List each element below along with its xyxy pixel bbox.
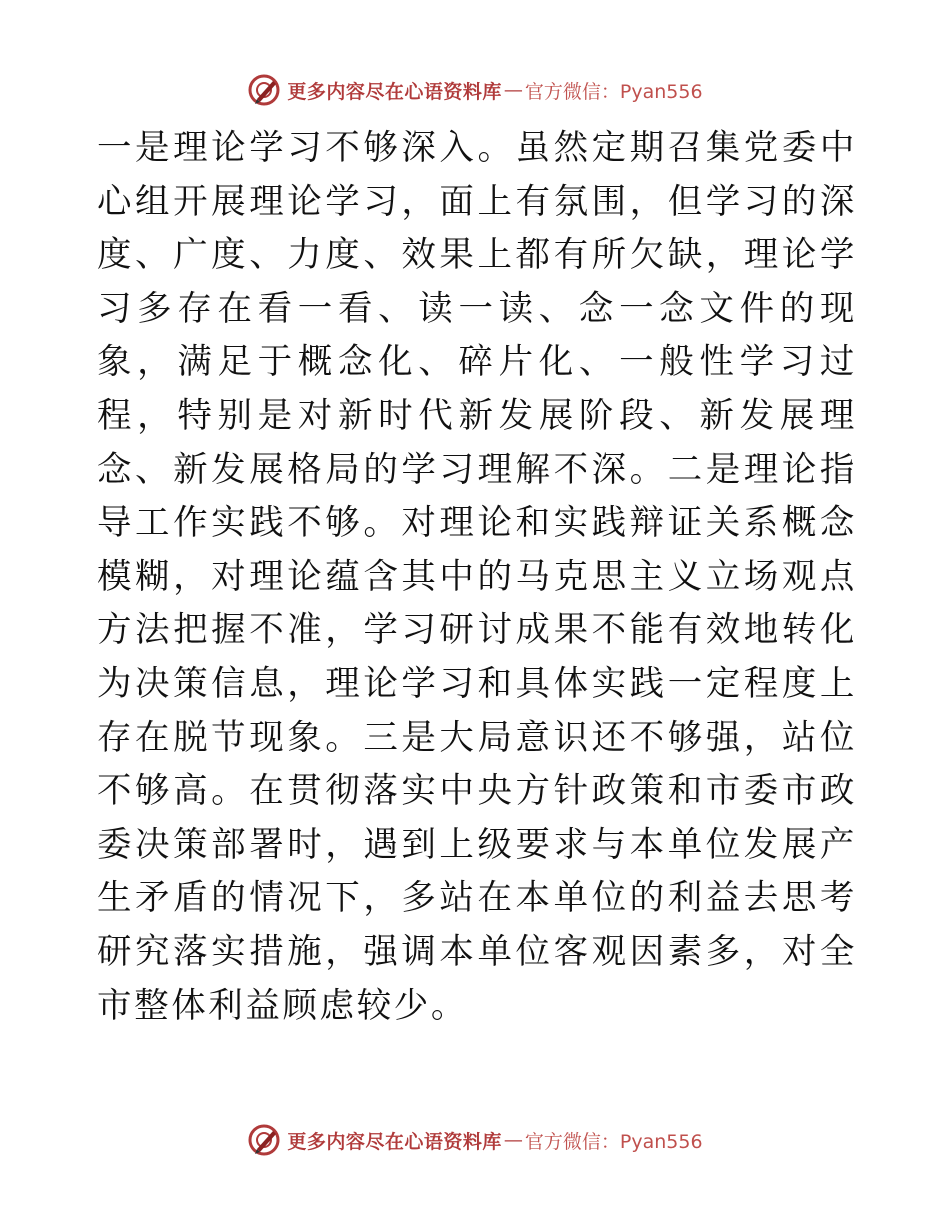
pen-logo-icon xyxy=(247,73,281,107)
header-banner xyxy=(0,70,950,110)
banner-wechat: 官方微信：Pyan556 xyxy=(524,1130,703,1153)
banner-title: 更多内容尽在心语资料库 xyxy=(287,1130,502,1153)
banner-separator: — xyxy=(503,1129,523,1151)
document-paragraph: 一是理论学习不够深入。虽然定期召集党委中心组开展理论学习，面上有氛围，但学习的深度、广度、力度、效果上都有所欠缺，理论学习多存在看一看、读一读、念一念文件的现象，满足于概念化、碎片化、一般性学习过程，特别是对新时代新发展阶段、新发展理念、新发展格局的学习理解不深。二是理论指导工作实践不够。对理论和实践辩证关系概念模糊，对理论蕴含其中的马克思主义立场观点方法把握不准，学习研讨成果不能有效地转化为决策信息，理论学习和具体实践一定程度上存在脱节现象。三是大局意识还不够强，站位不够高。在贯彻落实中央方针政策和市委市政委决策部署时，遇到上级要求与本单位发展产生矛盾的情况下，多站在本单位的利益去思考研究落实措施，强调本单位客观因素多，对全市整体利益顾虑较少。 xyxy=(97,128,857,1026)
footer-banner xyxy=(0,1120,950,1160)
pen-logo-icon xyxy=(247,1123,281,1157)
banner-separator: — xyxy=(503,79,523,101)
banner-wechat: 官方微信：Pyan556 xyxy=(524,80,703,103)
banner-title: 更多内容尽在心语资料库 xyxy=(287,80,502,103)
